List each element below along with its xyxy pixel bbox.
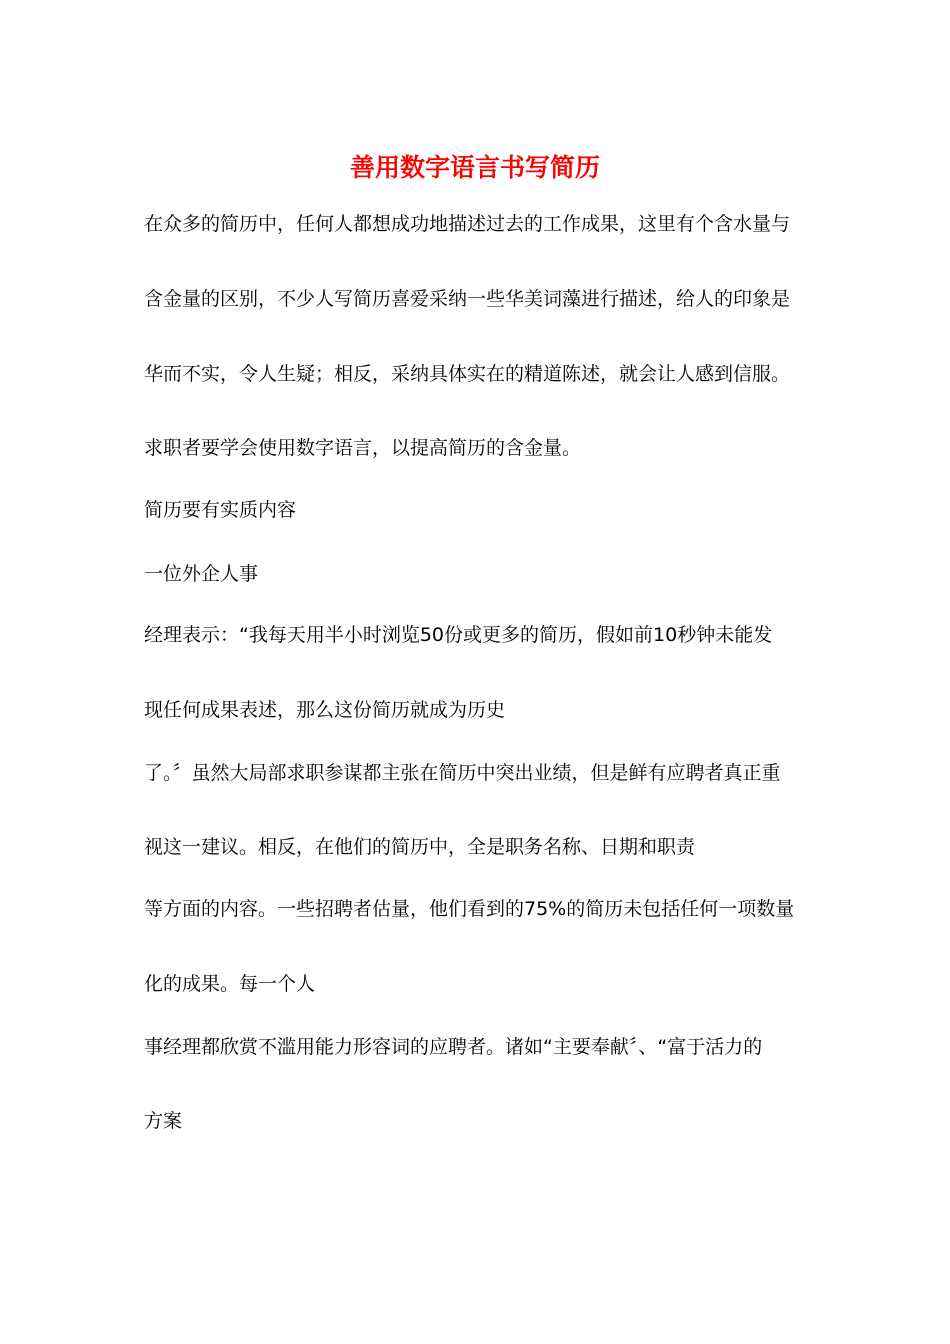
body-line: 求职者要学会使用数字语言，以提高简历的含金量。 (144, 437, 582, 459)
body-line: 化的成果。每一个人 (144, 973, 316, 995)
body-line: 在众多的简历中，任何人都想成功地描述过去的工作成果，这里有个含水量与 (144, 213, 791, 235)
body-line: 方案 (144, 1110, 183, 1132)
body-line: 视这一建议。相反，在他们的简历中，全是职务名称、日期和职责 (144, 836, 696, 858)
body-line: 了。〞虽然大局部求职参谋都主张在简历中突出业绩，但是鲜有应聘者真正重 (144, 762, 781, 784)
body-line: 等方面的内容。一些招聘者估量，他们看到的75%的简历未包括任何一项数量 (144, 898, 795, 920)
body-line: 事经理都欣赏不滥用能力形容词的应聘者。诸如“主要奉献〞、“富于活力的 (144, 1036, 763, 1058)
section-heading: 简历要有实质内容 (144, 499, 297, 521)
body-line: 现任何成果表述，那么这份简历就成为历史 (144, 699, 506, 721)
body-line: 经理表示：“我每天用半小时浏览50份或更多的简历，假如前10秒钟未能发 (144, 624, 773, 646)
body-line: 华而不实，令人生疑；相反，采纳具体实在的精道陈述，就会让人感到信服。 (144, 363, 791, 385)
document-title: 善用数字语言书写简历 (349, 153, 600, 182)
body-line: 一位外企人事 (144, 563, 259, 585)
body-line: 含金量的区别，不少人写简历喜爱采纳一些华美词藻进行描述，给人的印象是 (144, 288, 791, 310)
